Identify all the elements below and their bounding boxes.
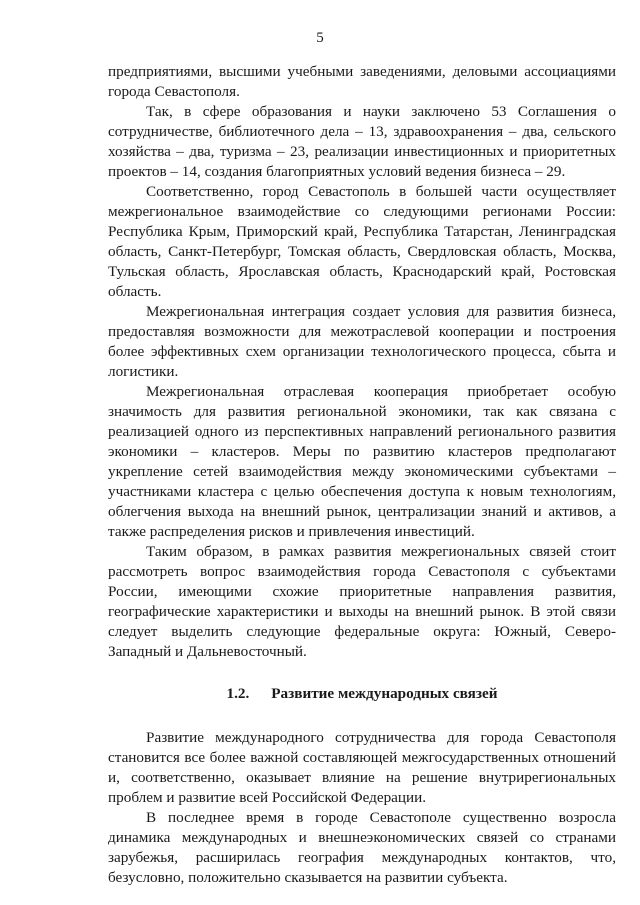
section-number: 1.2. (226, 685, 250, 702)
paragraph-conclusion: Таким образом, в рамках развития межрегиональных связей стоит рассмотреть вопрос взаимодействия города Севастополя с субъектами России, имеющими схожие приоритетные направления развития, географические характеристики и выходы на внешний рынок. В этой связи следует выделить следующие федеральные округа: Южный, Северо-Западный и Дальневосточный. (108, 543, 616, 660)
paragraph-clusters: Межрегиональная отраслевая кооперация приобретает особую значимость для развития региональной экономики, так как связана с реализацией одного из перспективных направлений регионального развития экономики – кластеров. Меры по развитию кластеров предполагают укрепление сетей взаимодействия между экономическими субъектами – участниками кластера с целью обеспечения доступа к новым технологиям, облегчения выхода на внешний рынок, централизации знаний и активов, а также распределения рисков и привлечения инвестиций. (108, 383, 616, 540)
document-body (108, 62, 616, 888)
paragraph-international-cooperation: Развитие международного сотрудничества для города Севастополя становится все более важной составляющей межгосударственных отношений и, соответственно, оказывает влияние на решение внутрирегиональных проблем и развитие всей Российской Федерации. (108, 729, 616, 806)
page-number: 5 (316, 30, 324, 46)
paragraph-international-dynamics: В последнее время в городе Севастополе существенно возросла динамика международных и внешнеэкономических связей со странами зарубежья, расширилась география международных контактов, что, безусловно, положительно сказывается на развитии субъекта. (108, 809, 616, 886)
paragraph-integration: Межрегиональная интеграция создает условия для развития бизнеса, предоставляя возможности для межотраслевой кооперации и построения более эффективных схем организации технологического процесса, сбыта и логистики. (108, 303, 616, 380)
section-title: Развитие международных связей (271, 685, 498, 702)
section-heading (108, 684, 616, 704)
paragraph-continuation: предприятиями, высшими учебными заведениями, деловыми ассоциациями города Севастополя. (108, 63, 616, 100)
paragraph-regions: Соответственно, город Севастополь в большей части осуществляет межрегиональное взаимодействие со следующими регионами России: Республика Крым, Приморский край, Республика Татарстан, Ленинградская область, Санкт-Петербург, Томская область, Свердловская область, Москва, Тульская область, Ярославская область, Краснодарский край, Ростовская область. (108, 183, 616, 300)
paragraph-agreements: Так, в сфере образования и науки заключено 53 Соглашения о сотрудничестве, библиотечного дела – 13, здравоохранения – два, сельского хозяйства – два, туризма – 23, реализации инвестиционных и приоритетных проектов – 14, создания благоприятных условий ведения бизнеса – 29. (108, 103, 616, 180)
